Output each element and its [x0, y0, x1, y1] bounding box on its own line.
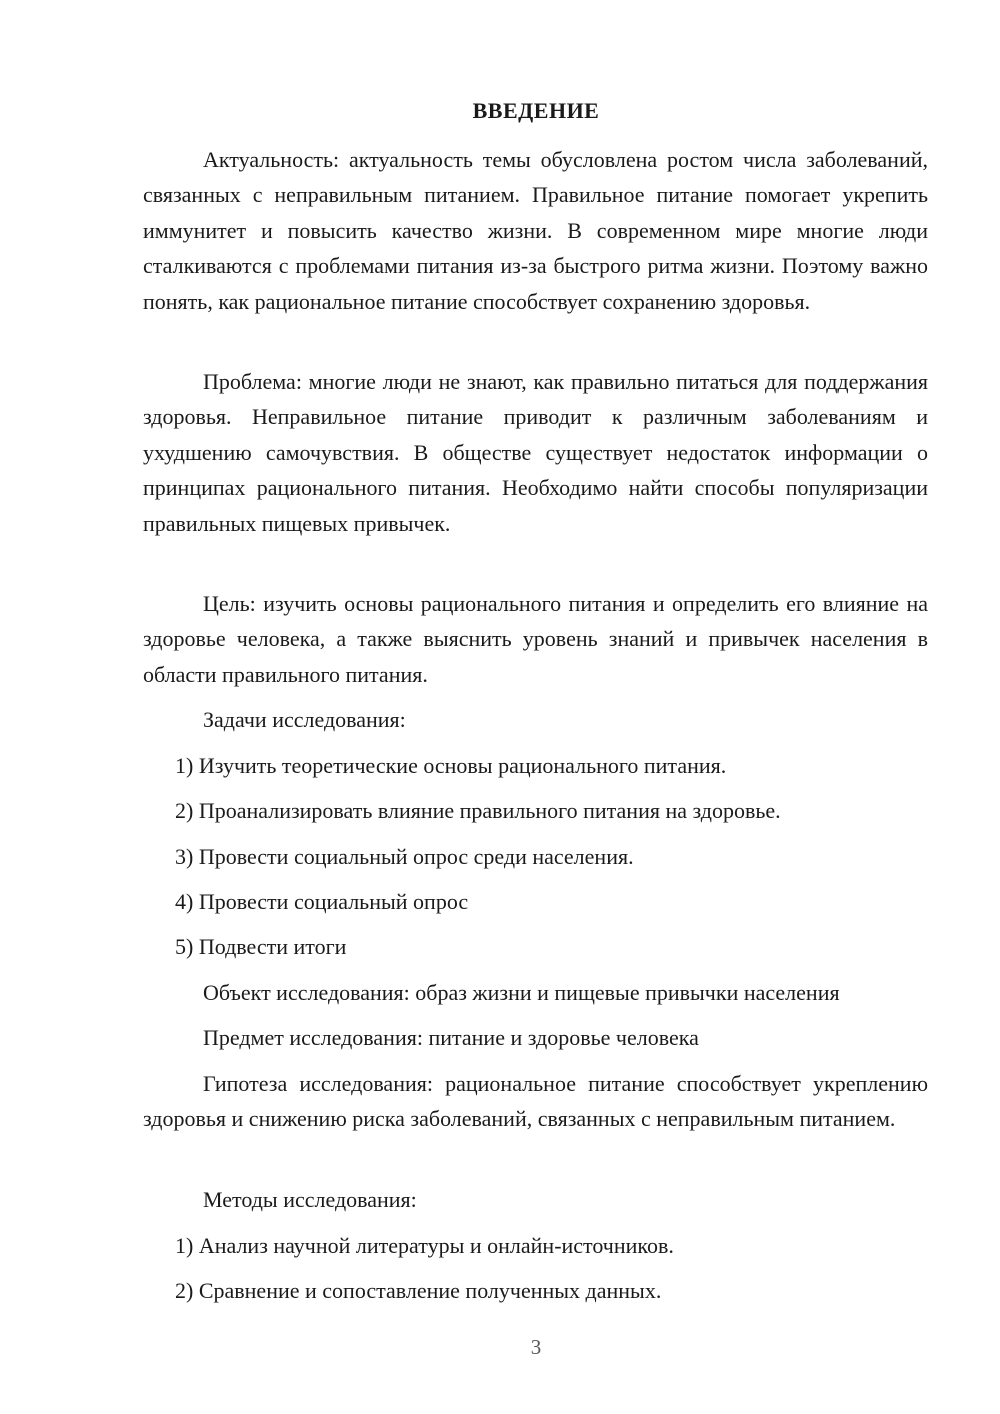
page-number: 3 — [530, 1335, 542, 1359]
method-item: 1) Анализ научной литературы и онлайн-источников. — [175, 1233, 674, 1258]
task-item: 2) Проанализировать влияние правильного питания на здоровье. — [175, 798, 781, 823]
problem-paragraph: Проблема: многие люди не знают, как правильно питаться для поддержания здоровья. Неправильное питание приводит к различным заболеваниям и ухудшению самочувствия. В обществе существует недостаток информации о принципах рационального питания. Необходимо найти способы популяризации правильных пищевых привычек. — [143, 369, 928, 536]
task-item: 3) Провести социальный опрос среди населения. — [175, 844, 634, 869]
method-item: 2) Сравнение и сопоставление полученных данных. — [175, 1278, 662, 1303]
task-item: 1) Изучить теоретические основы рационального питания. — [175, 753, 727, 778]
hypothesis-paragraph: Гипотеза исследования: рациональное питание способствует укреплению здоровья и снижению риска заболеваний, связанных с неправильным питанием. — [143, 1071, 928, 1132]
task-item: 4) Провести социальный опрос — [175, 889, 469, 914]
goal-paragraph: Цель: изучить основы рационального питания и определить его влияние на здоровье человека, а также выяснить уровень знаний и привычек населения в области правильного питания. — [143, 591, 928, 687]
page-title: ВВЕДЕНИЕ — [472, 98, 600, 123]
task-item: 5) Подвести итоги — [175, 934, 347, 959]
methods-heading: Методы исследования: — [203, 1187, 417, 1212]
relevance-paragraph: Актуальность: актуальность темы обусловлена ростом числа заболеваний, связанных с неправильным питанием. Правильное питание помогает укрепить иммунитет и повысить качество жизни. В современном мире многие люди сталкиваются с проблемами питания из-за быстрого ритма жизни. Поэтому важно понять, как рациональное питание способствует сохранению здоровья. — [143, 147, 928, 314]
tasks-heading: Задачи исследования: — [203, 707, 406, 732]
research-object: Объект исследования: образ жизни и пищевые привычки населения — [203, 980, 840, 1005]
research-subject: Предмет исследования: питание и здоровье человека — [203, 1025, 699, 1050]
